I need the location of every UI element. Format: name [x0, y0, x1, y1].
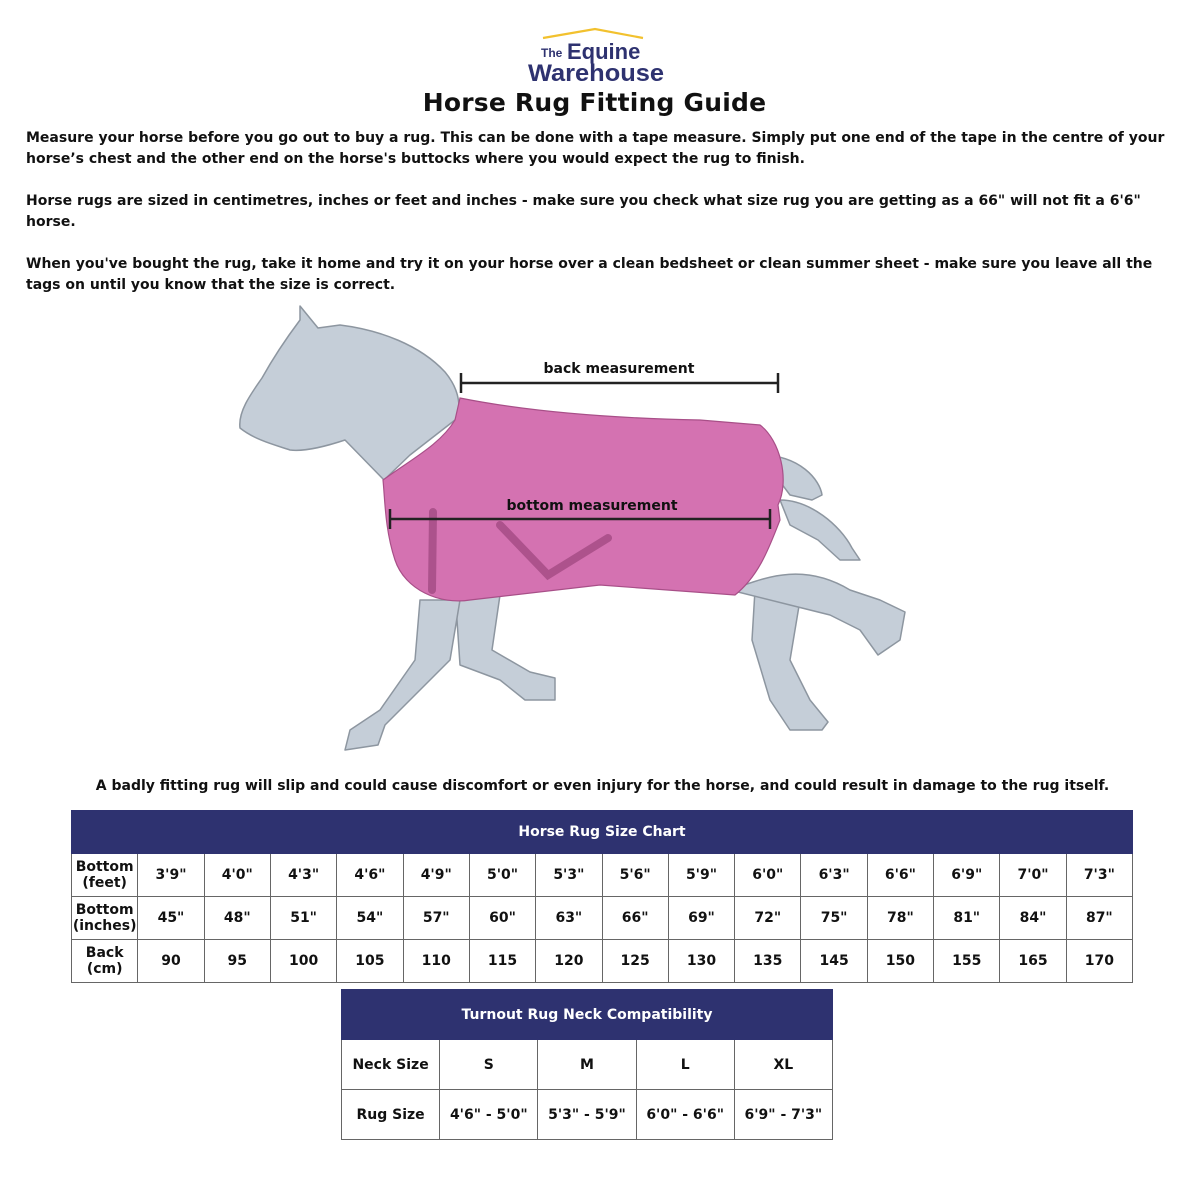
- table-cell: M: [538, 1040, 636, 1090]
- size-chart-title: Horse Rug Size Chart: [72, 811, 1133, 854]
- table-cell: 4'3": [270, 854, 336, 897]
- intro-paragraph: Horse rugs are sized in centimetres, inches or feet and inches - make sure you check what size rug you are getting as a 66" will not fit a 6'6" horse.: [26, 193, 1141, 230]
- table-cell: 125: [602, 940, 668, 983]
- table-cell: 69": [668, 897, 734, 940]
- table-cell: 84": [1000, 897, 1066, 940]
- table-cell: 5'6": [602, 854, 668, 897]
- table-cell: 7'0": [1000, 854, 1066, 897]
- table-cell: 6'0" - 6'6": [636, 1090, 734, 1140]
- table-cell: 5'3": [536, 854, 602, 897]
- table-cell: 110: [403, 940, 469, 983]
- logo-the: The: [541, 46, 563, 60]
- table-cell: 4'6" - 5'0": [440, 1090, 538, 1140]
- table-cell: 54": [337, 897, 403, 940]
- table-cell: L: [636, 1040, 734, 1090]
- table-cell: 63": [536, 897, 602, 940]
- table-cell: 81": [934, 897, 1000, 940]
- table-cell: 78": [867, 897, 933, 940]
- row-label: Bottom (inches): [72, 897, 138, 940]
- table-cell: 5'9": [668, 854, 734, 897]
- back-measurement-label: back measurement: [543, 361, 695, 377]
- equine-warehouse-logo: [515, 26, 675, 86]
- row-label: Bottom (feet): [72, 854, 138, 897]
- table-row: [342, 1090, 833, 1140]
- intro-text: [26, 128, 1166, 317]
- table-cell: 170: [1066, 940, 1132, 983]
- table-cell: 57": [403, 897, 469, 940]
- row-label: Neck Size: [342, 1040, 440, 1090]
- table-cell: S: [440, 1040, 538, 1090]
- logo-equine: Equine: [567, 39, 641, 64]
- table-cell: 3'9": [138, 854, 204, 897]
- table-cell: 100: [270, 940, 336, 983]
- table-row: [72, 940, 1133, 983]
- table-cell: 105: [337, 940, 403, 983]
- table-cell: 155: [934, 940, 1000, 983]
- roof-icon: [543, 29, 643, 38]
- row-label: Back (cm): [72, 940, 138, 983]
- table-cell: 45": [138, 897, 204, 940]
- table-cell: 115: [469, 940, 535, 983]
- table-row: [72, 854, 1133, 897]
- table-cell: 72": [735, 897, 801, 940]
- bottom-measurement-label: bottom measurement: [506, 498, 678, 514]
- table-cell: 6'6": [867, 854, 933, 897]
- intro-paragraph: Measure your horse before you go out to buy a rug. This can be done with a tape measure. Simply put one end of the tape in the centre of your horse’s chest and the other end on the horse's buttocks where you would expect the rug to finish.: [26, 130, 1165, 167]
- logo-warehouse: Warehouse: [528, 60, 664, 86]
- table-cell: 7'3": [1066, 854, 1132, 897]
- table-cell: 130: [668, 940, 734, 983]
- table-cell: 5'3" - 5'9": [538, 1090, 636, 1140]
- table-cell: 135: [735, 940, 801, 983]
- table-cell: 4'6": [337, 854, 403, 897]
- table-cell: 145: [801, 940, 867, 983]
- table-cell: 51": [270, 897, 336, 940]
- table-cell: 6'9": [934, 854, 1000, 897]
- table-cell: 90: [138, 940, 204, 983]
- table-cell: 150: [867, 940, 933, 983]
- table-cell: 6'3": [801, 854, 867, 897]
- neck-chart-title: Turnout Rug Neck Compatibility: [342, 990, 833, 1040]
- neck-compatibility-table: [341, 989, 833, 1140]
- table-cell: 4'0": [204, 854, 270, 897]
- table-cell: 6'9" - 7'3": [734, 1090, 832, 1140]
- table-cell: XL: [734, 1040, 832, 1090]
- horse-rug-diagram: [235, 298, 925, 760]
- table-cell: 165: [1000, 940, 1066, 983]
- row-label: Rug Size: [342, 1090, 440, 1140]
- size-chart-table: [71, 810, 1133, 983]
- table-cell: 6'0": [735, 854, 801, 897]
- table-cell: 4'9": [403, 854, 469, 897]
- intro-paragraph: When you've bought the rug, take it home and try it on your horse over a clean bedsheet or clean summer sheet - make sure you leave all the tags on until you know that the size is correct.: [26, 256, 1153, 293]
- table-cell: 60": [469, 897, 535, 940]
- table-cell: 66": [602, 897, 668, 940]
- table-row: [72, 897, 1133, 940]
- fit-warning: A badly fitting rug will slip and could cause discomfort or even injury for the horse, and could result in damage to the rug itself.: [95, 778, 1110, 794]
- table-cell: 5'0": [469, 854, 535, 897]
- table-cell: 120: [536, 940, 602, 983]
- table-cell: 95: [204, 940, 270, 983]
- table-row: [342, 1040, 833, 1090]
- table-cell: 87": [1066, 897, 1132, 940]
- table-cell: 75": [801, 897, 867, 940]
- page-title: Horse Rug Fitting Guide: [422, 88, 767, 117]
- table-cell: 48": [204, 897, 270, 940]
